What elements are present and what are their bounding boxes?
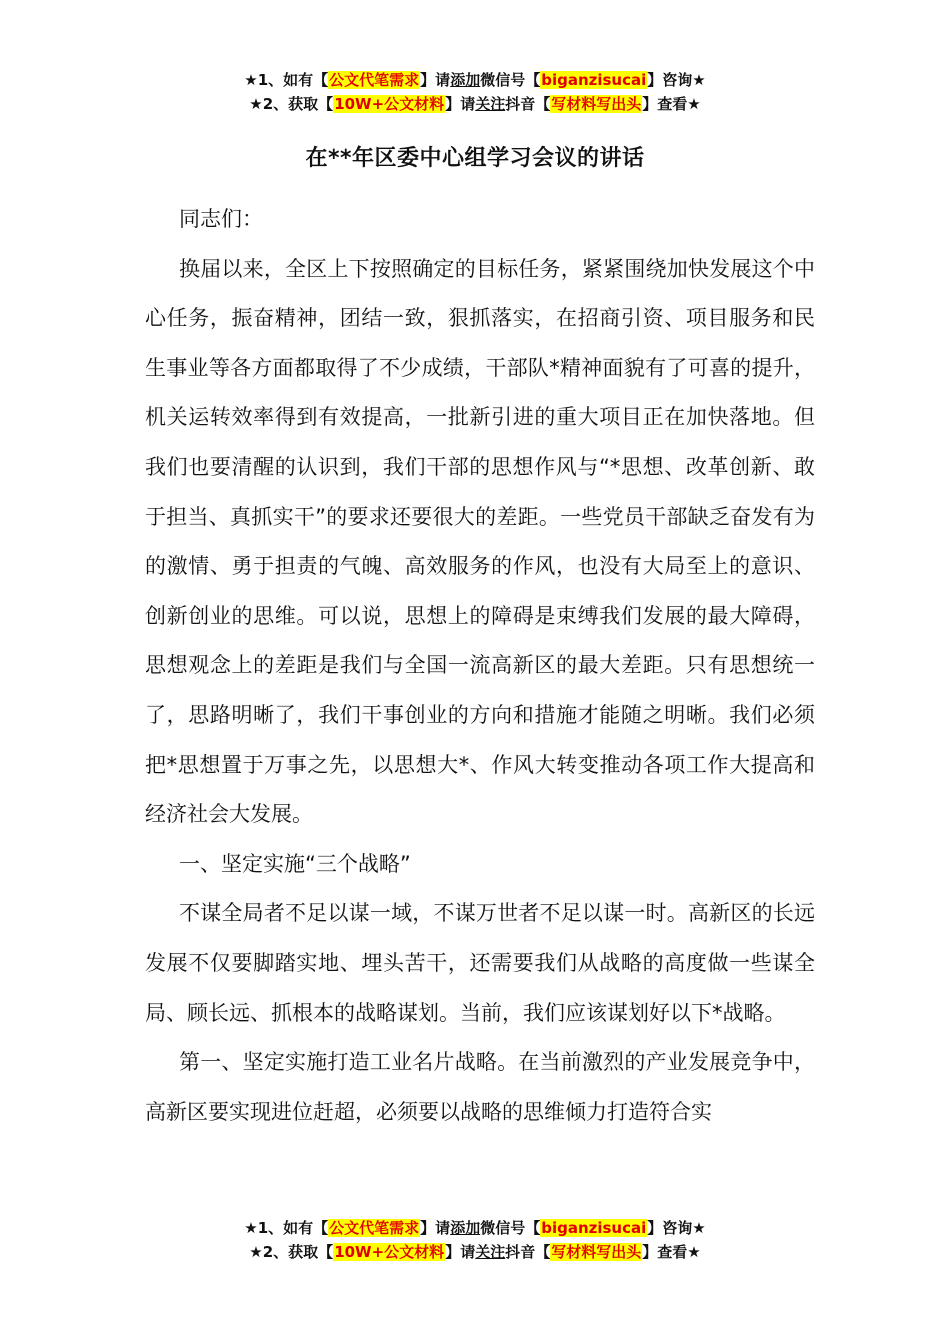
highlight-service: 公文代笔需求 (329, 71, 420, 89)
document-title: 在**年区委中心组学习会议的讲话 (305, 146, 645, 171)
banner-line-1: ★1、如有【公文代笔需求】请添加微信号【biganzisucai】咨询★ (244, 71, 706, 89)
document-body (145, 195, 815, 1137)
paragraph: 不谋全局者不足以谋一域，不谋万世者不足以谋一时。高新区的长远发展不仅要脚踏实地、埋头苦干，还需要我们从战略的高度做一些谋全局、顾长远、抓根本的战略谋划。当前，我们应该谋划好以下*战略。 (145, 901, 815, 1025)
highlight-wechat-id: biganzisucai (541, 71, 647, 89)
banner-line-2: ★2、获取【10W+公文材料】请关注抖音【写材料写出头】查看★ (249, 1243, 701, 1261)
paragraph: 换届以来，全区上下按照确定的目标任务，紧紧围绕加快发展这个中心任务，振奋精神，团结一致，狠抓落实，在招商引资、项目服务和民生事业等各方面都取得了不少成绩，干部队*精神面貌有了可喜的提升，机关运转效率得到有效提高，一批新引进的重大项目正在加快落地。但我们也要清醒的认识到，我们干部的思想作风与“*思想、改革创新、敢于担当、真抓实干”的要求还要很大的差距。一些党员干部缺乏奋发有为的激情、勇于担责的气魄、高效服务的作风，也没有大局至上的意识、创新创业的思维。可以说，思想上的障碍是束缚我们发展的最大障碍，思想观念上的差距是我们与全国一流高新区的最大差距。只有思想统一了，思路明晰了，我们干事创业的方向和措施才能随之明晰。我们必须把*思想置于万事之先，以思想大*、作风大转变推动各项工作大提高和经济社会大发展。 (145, 256, 815, 827)
paragraph: 第一、坚定实施打造工业名片战略。在当前激烈的产业发展竞争中，高新区要实现进位赶超，必须要以战略的思维倾力打造符合实 (145, 1050, 815, 1124)
footer-banner (0, 1216, 950, 1264)
highlight-wechat-id: biganzisucai (541, 1219, 647, 1237)
banner-line-2: ★2、获取【10W+公文材料】请关注抖音【写材料写出头】查看★ (249, 95, 701, 113)
banner-line-1: ★1、如有【公文代笔需求】请添加微信号【biganzisucai】咨询★ (244, 1219, 706, 1237)
highlight-service: 公文代笔需求 (329, 1219, 420, 1237)
highlight-douyin: 写材料写出头 (551, 95, 642, 113)
section-heading: 一、坚定实施“三个战略” (179, 851, 411, 876)
header-banner (0, 68, 950, 116)
salutation: 同志们： (179, 207, 263, 231)
highlight-materials: 10W+公文材料 (334, 1243, 445, 1261)
highlight-douyin: 写材料写出头 (551, 1243, 642, 1261)
highlight-materials: 10W+公文材料 (334, 95, 445, 113)
